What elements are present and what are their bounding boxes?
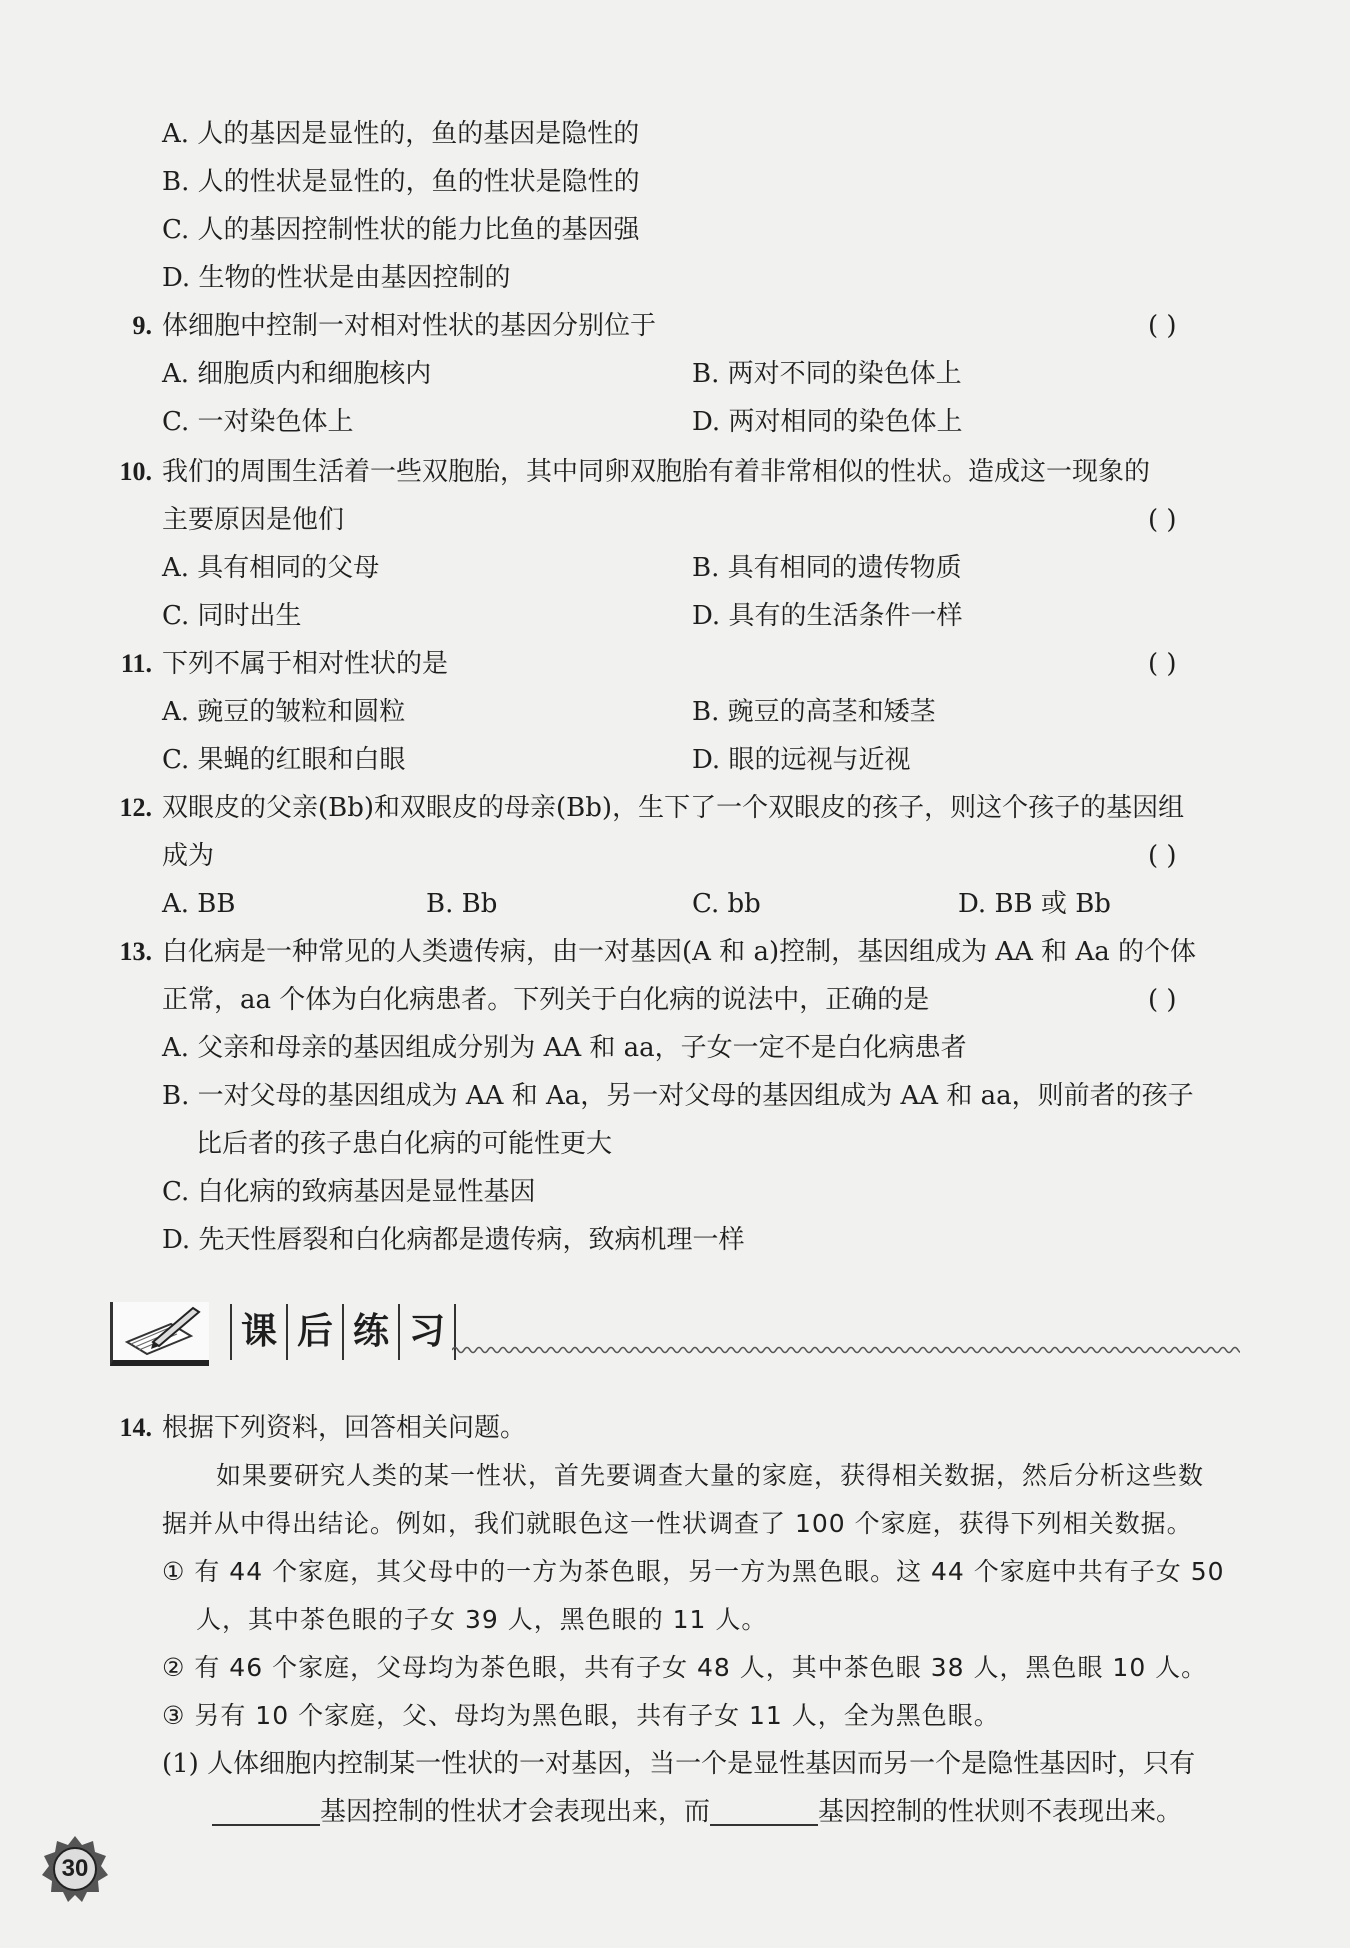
answer-blank[interactable]: ( ) [1148, 505, 1177, 535]
question-text: 成为 [162, 841, 215, 871]
material-text: 据并从中得出结论。例如，我们就眼色这一性状调查了 100 个家庭，获得下列相关数据。 [162, 1509, 1193, 1538]
q9-option-a: A. 细胞质内和细胞核内 [162, 359, 432, 389]
q9-option-b: B. 两对不同的染色体上 [692, 359, 962, 389]
q12-option-c: C. bb [692, 889, 761, 919]
option-text: A. 父亲和母亲的基因组成分别为 AA 和 aa，子女一定不是白化病患者 [162, 1033, 967, 1063]
question-text: 双眼皮的父亲(Bb)和双眼皮的母亲(Bb)，生下了一个双眼皮的孩子，则这个孩子的基因组 [162, 793, 1185, 823]
question-number: 10. [119, 457, 152, 486]
q10-option-c: C. 同时出生 [162, 601, 302, 631]
material-text: ③ 另有 10 个家庭，父、母均为黑色眼，共有子女 11 人，全为黑色眼。 [162, 1701, 1000, 1730]
option-text: B. 一对父母的基因组成为 AA 和 Aa，另一对父母的基因组成为 AA 和 aa，则前者的孩子 [162, 1081, 1194, 1111]
answer-blank[interactable]: ( ) [1148, 649, 1177, 679]
q12-option-d: D. BB 或 Bb [958, 889, 1111, 919]
section-title-char: 练 [344, 1304, 400, 1360]
q10-option-b: B. 具有相同的遗传物质 [692, 553, 962, 583]
fill-blank-2[interactable] [710, 1794, 818, 1826]
option-text: 比后者的孩子患白化病的可能性更大 [196, 1129, 613, 1159]
material-text: ② 有 46 个家庭，父母均为茶色眼，共有子女 48 人，其中茶色眼 38 人，黑色眼 10 人。 [162, 1653, 1208, 1682]
option-text: B. 人的性状是显性的，鱼的性状是隐性的 [162, 167, 640, 197]
option-text: A. 人的基因是显性的，鱼的基因是隐性的 [162, 119, 640, 149]
question-text: 我们的周围生活着一些双胞胎，其中同卵双胞胎有着非常相似的性状。造成这一现象的 [162, 457, 1151, 487]
answer-blank[interactable]: ( ) [1148, 985, 1177, 1015]
question-number: 13. [119, 937, 152, 966]
q11-option-d: D. 眼的远视与近视 [692, 745, 911, 775]
material-text: 人，其中茶色眼的子女 39 人，黑色眼的 11 人。 [196, 1605, 768, 1634]
section-header [110, 1298, 1240, 1370]
question-text: 正常，aa 个体为白化病患者。下列关于白化病的说法中，正确的是 [162, 985, 930, 1015]
q11-option-b: B. 豌豆的高茎和矮茎 [692, 697, 936, 727]
q12-option-b: B. Bb [426, 889, 498, 919]
question-text: 根据下列资料，回答相关问题。 [162, 1413, 527, 1443]
q10-option-a: A. 具有相同的父母 [162, 553, 380, 583]
section-title-char: 后 [288, 1304, 344, 1360]
page-number-badge [40, 1834, 110, 1904]
wavy-divider [452, 1344, 1240, 1356]
page-number: 30 [61, 1855, 89, 1882]
question-text: 白化病是一种常见的人类遗传病，由一对基因(A 和 a)控制，基因组成为 AA 和 Aa 的个体 [162, 937, 1196, 967]
q9-option-d: D. 两对相同的染色体上 [692, 407, 963, 437]
material-text: 如果要研究人类的某一性状，首先要调查大量的家庭，获得相关数据，然后分析这些数 [216, 1461, 1205, 1490]
q11-option-c: C. 果蝇的红眼和白眼 [162, 745, 406, 775]
answer-blank[interactable]: ( ) [1148, 841, 1177, 871]
pen-notebook-icon [110, 1302, 209, 1366]
fill-blank-line [212, 1788, 1182, 1836]
question-number: 11. [120, 649, 152, 678]
question-text: 体细胞中控制一对相对性状的基因分别位于 [162, 311, 657, 341]
section-title [230, 1304, 456, 1360]
question-number: 14. [119, 1413, 152, 1442]
q11-option-a: A. 豌豆的皱粒和圆粒 [162, 697, 406, 727]
subquestion-text: 基因控制的性状则不表现出来。 [818, 1797, 1183, 1827]
q9-option-c: C. 一对染色体上 [162, 407, 354, 437]
section-title-char: 课 [230, 1304, 288, 1360]
question-text: 主要原因是他们 [162, 505, 345, 535]
q10-option-d: D. 具有的生活条件一样 [692, 601, 963, 631]
section-title-char: 习 [400, 1304, 456, 1360]
question-number: 9. [132, 311, 152, 340]
option-text: D. 生物的性状是由基因控制的 [162, 263, 511, 293]
q12-option-a: A. BB [162, 889, 236, 919]
option-text: C. 白化病的致病基因是显性基因 [162, 1177, 536, 1207]
fill-blank-1[interactable] [212, 1794, 320, 1826]
material-text: ① 有 44 个家庭，其父母中的一方为茶色眼，另一方为黑色眼。这 44 个家庭中共有子女 50 [162, 1557, 1225, 1586]
subquestion-text: (1) 人体细胞内控制某一性状的一对基因，当一个是显性基因而另一个是隐性基因时，只有 [162, 1749, 1196, 1779]
option-text: C. 人的基因控制性状的能力比鱼的基因强 [162, 215, 640, 245]
question-text: 下列不属于相对性状的是 [162, 649, 449, 679]
option-text: D. 先天性唇裂和白化病都是遗传病，致病机理一样 [162, 1225, 745, 1255]
subquestion-text: 基因控制的性状才会表现出来，而 [320, 1797, 711, 1827]
question-number: 12. [119, 793, 152, 822]
answer-blank[interactable]: ( ) [1148, 311, 1177, 341]
